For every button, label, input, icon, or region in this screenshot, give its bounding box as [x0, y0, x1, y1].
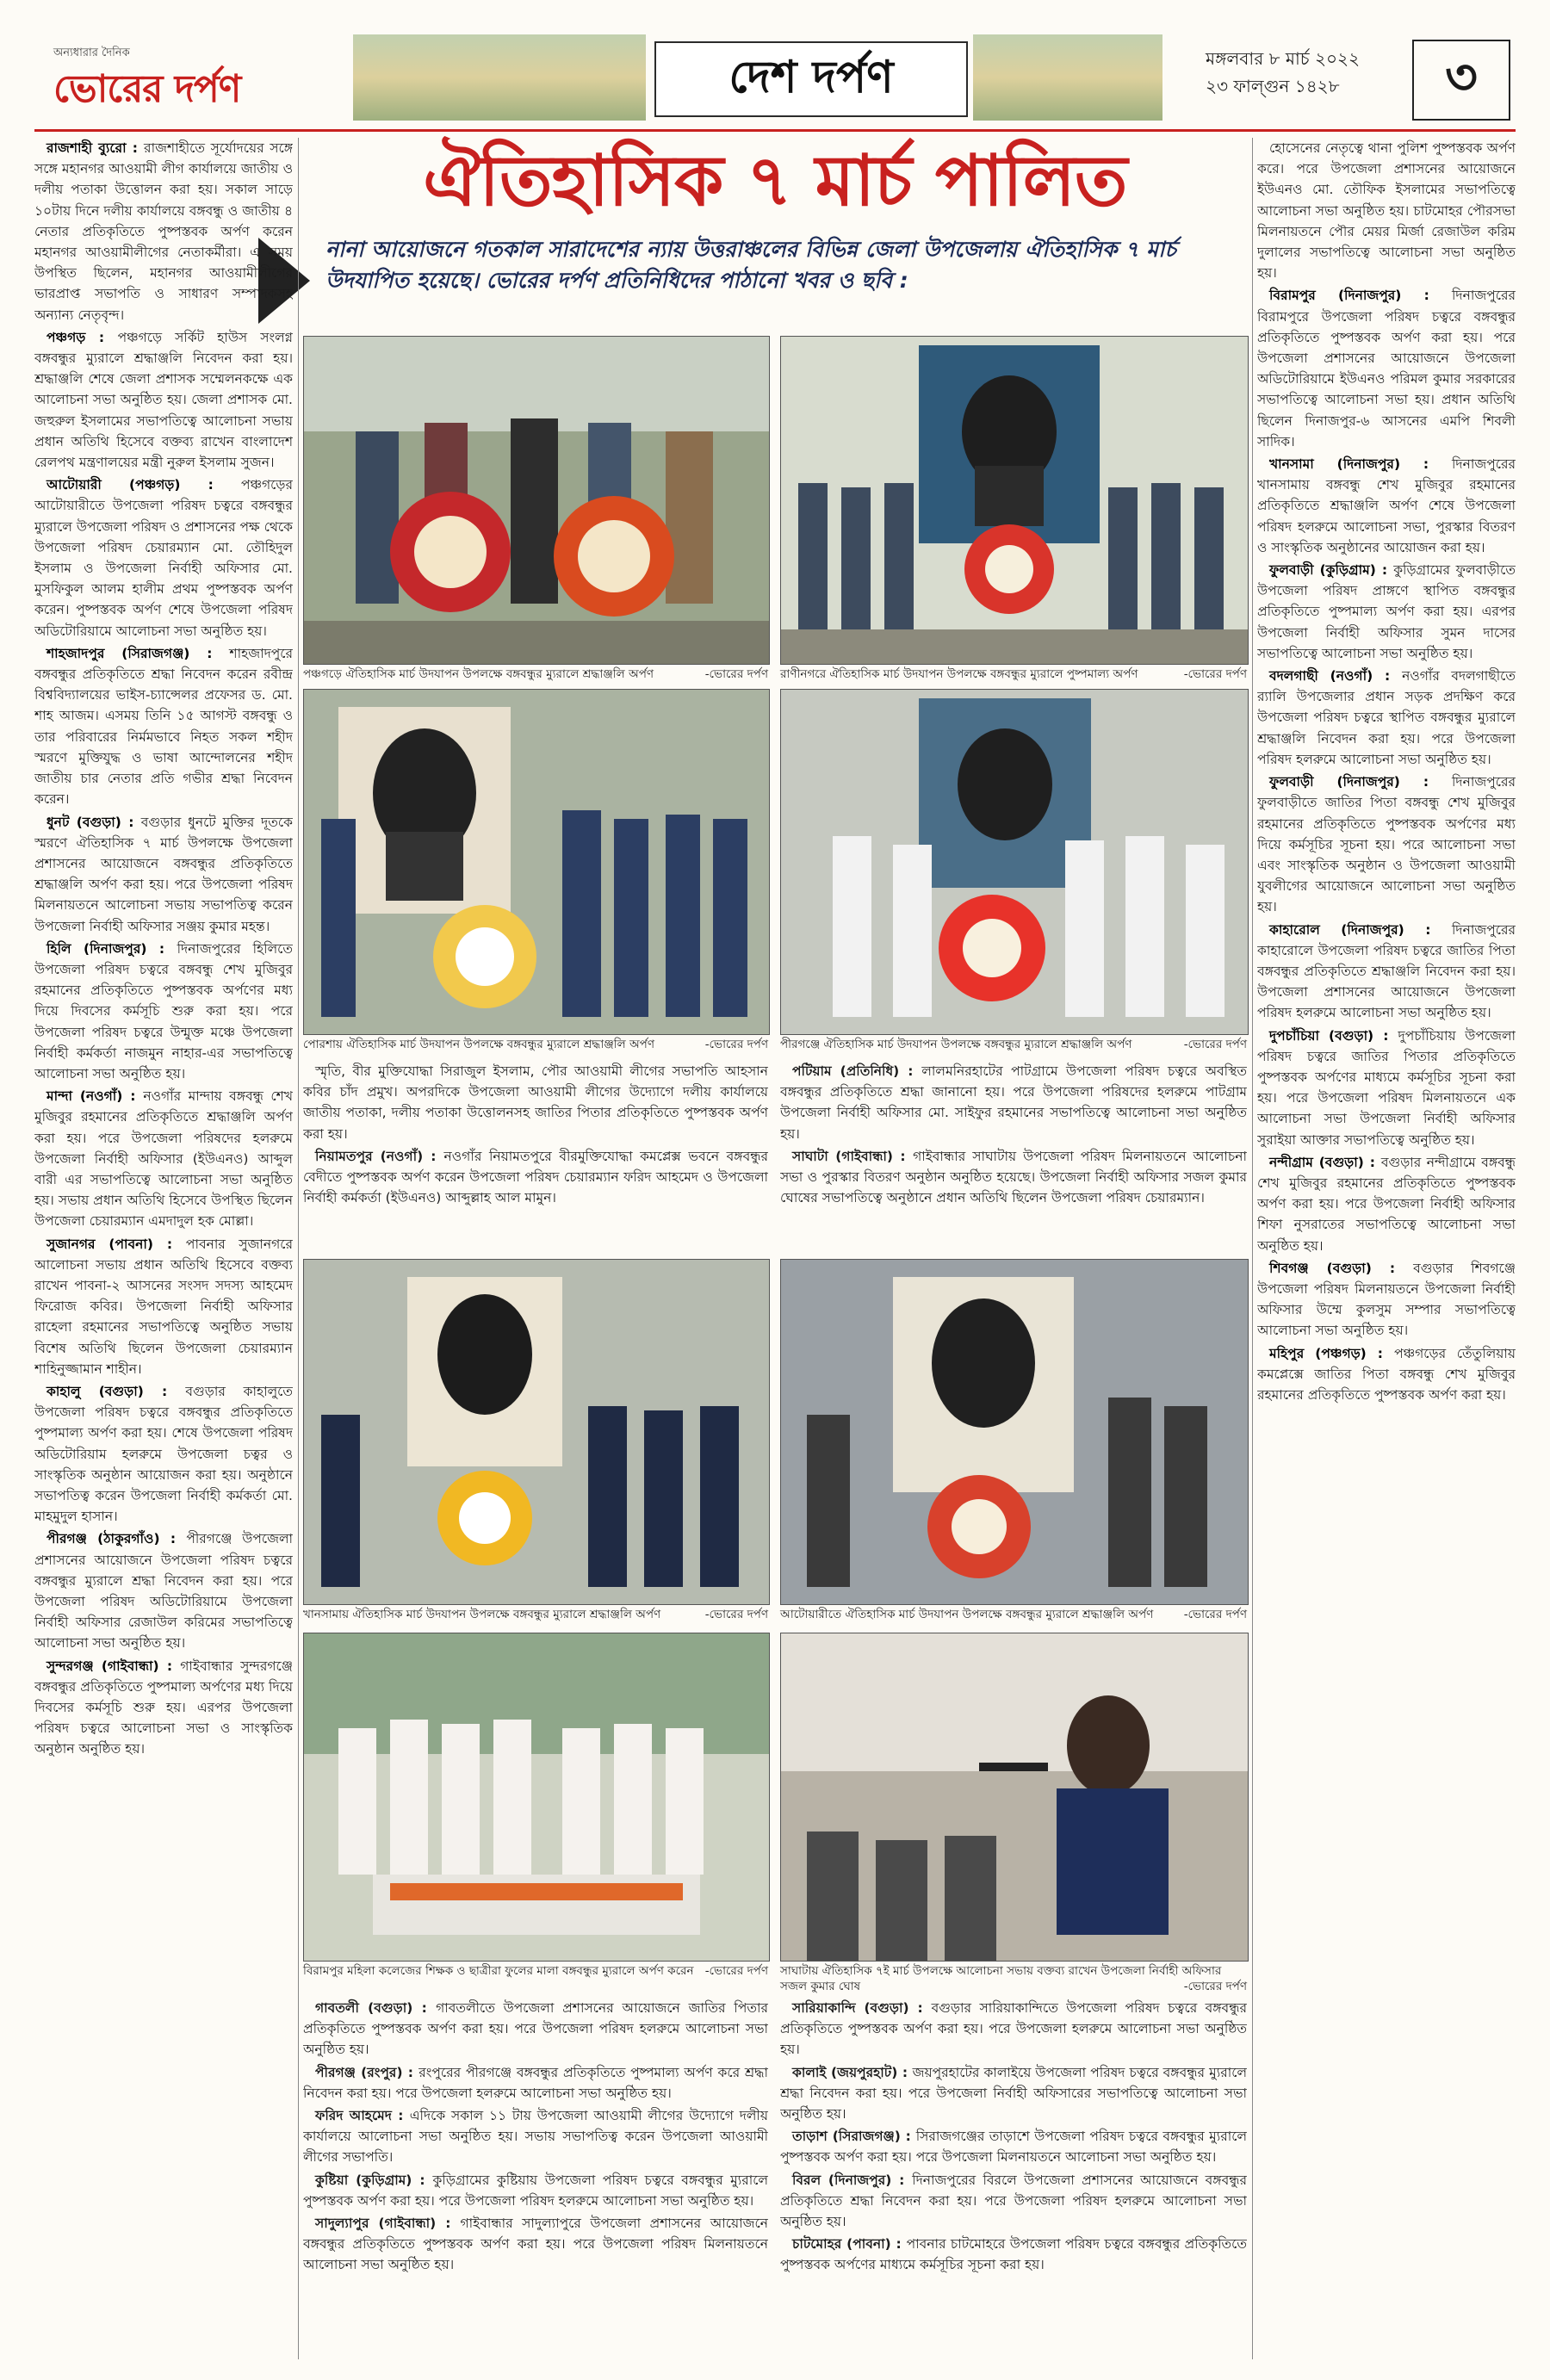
left-news-column	[34, 138, 293, 2359]
news-text: হোসেনের নেতৃত্বে থানা পুলিশ পুষ্পস্তবক অর্পণ করে। পরে উপজেলা প্রশাসনের আয়োজনে ইউএনও মো. তৌফিক ইসলামের সভাপতিত্বে আলোচনা সভা অনুষ্ঠিত হয়। চাটমোহর পৌরসভা মিলনায়তনে পৌর মেয়র মির্জা রেজাউল করিম দুলালের সভাপতিত্বে আলোচনা সভা অনুষ্ঠিত হয়।	[1257, 140, 1516, 282]
dateline-place: শাহজাদপুর (সিরাজগঞ্জ) :	[46, 645, 230, 661]
news-paragraph	[34, 1381, 293, 1527]
dateline-place: খানসামা (দিনাজপুর) :	[1269, 456, 1452, 473]
news-paragraph	[34, 138, 293, 325]
dateline-place: হিলি (দিনাজপুর) :	[46, 940, 177, 957]
news-paragraph	[34, 1234, 293, 1379]
news-paragraph	[1257, 1152, 1516, 1256]
news-text: পঞ্চগড়ে সর্কিট হাউস সংলগ্ন বঙ্গবন্ধুর ম্যুরালে শ্রদ্ধাঞ্জলি নিবেদন করা হয়। শ্রদ্ধাঞ্জলি শেষে জেলা প্রশাসক সম্মেলনকক্ষে এক আলোচনা সভা অনুষ্ঠিত হয়। জেলা প্রশাসক মো. জহুরুল ইসলামের সভাপতিত্বে আলোচনা সভায় প্রধান অতিথি হিসেবে বক্তব্য রাখেন বাংলাদেশ রেলপথ মন্ত্রণালয়ের মন্ত্রী নুরুল ইসলাম সুজন।	[34, 329, 293, 471]
newspaper-logo[interactable]	[34, 46, 319, 114]
dateline-place: সাঘাটা (গাইবান্ধা) :	[792, 1148, 914, 1164]
dateline-place: সাদুল্যাপুর (গাইবান্ধা) :	[315, 2216, 461, 2232]
news-text: নওগাঁর নিয়ামতপুরে বীরমুক্তিযোদ্ধা কমপ্লেক্স ভবনে বঙ্গবন্ধুর বেদীতে পুষ্পস্তবক অর্পণ করেন উপজেলা পরিষদ চেয়ারম্যান ফরিদ আহমেদ ও উপজেলা নির্বাহী কর্মকর্তা (ইউএনও) আব্দুল্লাহ আল মামুন।	[303, 1148, 768, 1206]
photo-caption: পঞ্চগড়ে ঐতিহাসিক মার্চ উদযাপন উপলক্ষে বঙ্গবন্ধুর ম্যুরালে শ্রদ্ধাঞ্জলি অর্পণ -ভোরের দর্পণ	[303, 667, 768, 681]
news-text: দিনাজপুরের বিরামপুরে উপজেলা পরিষদ চত্বরে বঙ্গবন্ধুর প্রতিকৃতিতে পুষ্পস্তবক অর্পণ করা হয়। পরে উপজেলা প্রশাসনের আয়োজনে উপজেলা অডিটোরিয়ামে ইউএনও পরিমল কুমার সরকারের সভাপতিত্বে আলোচনা সভা হয়। প্রধান অতিথি ছিলেন দিনাজপুর-৬ আসনের এমপি শিবলী সাদিক।	[1257, 288, 1516, 449]
dateline-place: চাটমোহর (পাবনা) :	[792, 2236, 907, 2253]
news-text: কুড়িগ্রামের ফুলবাড়ীতে উপজেলা পরিষদ প্রাঙ্গণে স্থাপিত বঙ্গবন্ধুর প্রতিকৃতিতে পুষ্পমাল্য অর্পণ করা হয়। এরপর উপজেলা নির্বাহী অফিসার সুমন দাসের সভাপতিত্বে আলোচনা সভা অনুষ্ঠিত হয়।	[1257, 562, 1516, 661]
news-paragraph	[34, 939, 293, 1084]
news-paragraph	[780, 2062, 1247, 2125]
dateline-place: আটোয়ারী (পঞ্চগড়) :	[46, 477, 241, 493]
photo-caption: পোরশায় ঐতিহাসিক মার্চ উদযাপন উপলক্ষে বঙ্গবন্ধুর ম্যুরালে শ্রদ্ধাঞ্জলি অর্পণ -ভোরের দর্পণ	[303, 1038, 768, 1051]
photo-atwari-wreath[interactable]	[780, 1259, 1249, 1605]
news-text: এদিকে সকাল ১১ টায় উপজেলা আওয়ামী লীগের উদ্যোগে দলীয় কার্যালয়ে আলোচনা সভা অনুষ্ঠিত হয়। সভায় সভাপতিত্ব করেন উপজেলা আওয়ামী লীগের সভাপতি।	[303, 2108, 768, 2166]
news-text: শাহজাদপুরে বঙ্গবন্ধুর প্রতিকৃতিতে শ্রদ্ধা নিবেদন করেন রবীন্দ্র বিশ্ববিদ্যালয়ের ভাইস-চ্যান্সেলর প্রফেসর ড. মো. শাহ আজম। এসময় তিনি ১৫ আগস্ট বঙ্গবন্ধু ও তার পরিবারের নির্মমভাবে নিহত সকল শহীদ স্মরণে মুক্তিযুদ্ধ ও ভাষা আন্দোলনের শহীদ জাতীয় চার নেতার প্রতি গভীর শ্রদ্ধা নিবেদন করেন।	[34, 645, 293, 808]
dateline-place: বিরল (দিনাজপুর) :	[792, 2172, 913, 2188]
photo-pirganj-wreath[interactable]	[780, 689, 1249, 1035]
bottom-news-block	[303, 1998, 768, 2359]
news-paragraph	[34, 1656, 293, 1760]
dateline-place: নন্দীগ্রাম (বগুড়া) :	[1269, 1154, 1381, 1170]
photo-caption: খানসামায় ঐতিহাসিক মার্চ উদযাপন উপলক্ষে বঙ্গবন্ধুর ম্যুরালে শ্রদ্ধাঞ্জলি অর্পণ -ভোরের দর্পণ	[303, 1608, 768, 1621]
news-paragraph	[780, 1061, 1247, 1144]
dateline-place: সারিয়াকান্দি (বগুড়া) :	[792, 2000, 932, 2016]
news-paragraph	[780, 1998, 1247, 2061]
news-text: বগুড়ার সারিয়াকান্দিতে উপজেলা পরিষদ চত্বরে বঙ্গবন্ধুর প্রতিকৃতিতে পুষ্পস্তবক অর্পণ করা হয়। পরে উপজেলা হলরুমে আলোচনা সভা অনুষ্ঠিত হয়।	[780, 2000, 1247, 2058]
dateline-place: তাড়াশ (সিরাজগঞ্জ) :	[792, 2129, 916, 2145]
intro-block	[258, 234, 1292, 329]
news-paragraph	[780, 1146, 1247, 1209]
news-paragraph	[1257, 1343, 1516, 1406]
headline-text: ঐতিহাসিক ৭ মার্চ পালিত	[423, 139, 1127, 222]
decorative-photo-strip	[973, 34, 1162, 121]
intro-text: নানা আয়োজনে গতকাল সারাদেশের ন্যায় উত্তরাঞ্চলের বিভিন্ন জেলা উপজেলায় ঐতিহাসিক ৭ মার্চ উদযাপিত হয়েছে। ভোরের দর্পণ প্রতিনিধিদের পাঠানো খবর ও ছবি :	[326, 237, 1176, 293]
photo-panchagarh-wreath[interactable]	[303, 336, 770, 665]
headline	[303, 138, 1247, 232]
photo-caption: বিরামপুর মহিলা কলেজের শিক্ষক ও ছাত্রীরা ফুলের মালা বঙ্গবন্ধুর ম্যুরালে অর্পণ করেন -ভোরের দর্পণ	[303, 1964, 768, 1978]
masthead	[34, 34, 1516, 132]
news-paragraph	[1257, 138, 1516, 283]
news-text: স্মৃতি, বীর মুক্তিযোদ্ধা সিরাজুল ইসলাম, পৌর আওয়ামী লীগের সভাপতি আহসান কবির চাঁদ প্রমুখ। অপরদিকে উপজেলা আওয়ামী লীগের উদ্যোগে দলীয় কার্যালয়ে জাতীয় পতাকা, দলীয় পতাকা উত্তোলনসহ জাতির পিতার প্রতিকৃতিতে পুষ্পস্তবক অর্পণ করা হয়।	[303, 1063, 768, 1142]
photo-caption: রাণীনগরে ঐতিহাসিক মার্চ উদযাপন উপলক্ষে বঙ্গবন্ধুর ম্যুরালে পুষ্পমাল্য অর্পণ -ভোরের দর্পণ	[780, 667, 1247, 681]
news-text: পীরগঞ্জে উপজেলা প্রশাসনের আয়োজনে উপজেলা পরিষদ চত্বরে বঙ্গবন্ধুর ম্যুরালে শ্রদ্ধা নিবেদন করা হয়। পরে উপজেলা পরিষদ অডিটোরিয়ামে উপজেলা নির্বাহী অফিসার রেজাউল করিমের সভাপতিত্বে আলোচনা সভা অনুষ্ঠিত হয়।	[34, 1531, 293, 1652]
section-title: দেশ দর্পণ	[728, 50, 894, 103]
dateline-place: ফরিদ আহমেদ :	[315, 2108, 410, 2124]
news-text: বগুড়ার নন্দীগ্রামে বঙ্গবন্ধু শেখ মুজিবুর রহমানের প্রতিকৃতিতে পুষ্পস্তবক অর্পণ করা হয়। পরে উপজেলা নির্বাহী অফিসার শিফা নুসরাতের সভাপতিত্বে আলোচনা সভা অনুষ্ঠিত হয়।	[1257, 1154, 1516, 1254]
dateline-place: সুন্দরগঞ্জ (গাইবান্ধা) :	[46, 1658, 181, 1674]
dateline-place: কাহালু (বগুড়া) :	[46, 1383, 186, 1399]
news-text: সিরাজগঞ্জের তাড়াশে উপজেলা পরিষদ চত্বরে বঙ্গবন্ধুর ম্যুরালে পুষ্পস্তবক অর্পণ করা হয়। পরে উপজেলা মিলনায়তনে আলোচনা সভা অনুষ্ঠিত হয়।	[780, 2129, 1247, 2166]
photo-caption: সাঘাটায় ঐতিহাসিক ৭ই মার্চ উপলক্ষে আলোচনা সভায় বক্তব্য রাখেন উপজেলা নির্বাহী অফিসার সজল কুমার ঘোষ -ভোরের দর্পণ	[780, 1964, 1247, 1993]
bottom-news-block	[780, 1998, 1247, 2359]
news-text: রংপুরের পীরগঞ্জে বঙ্গবন্ধুর প্রতিকৃতিতে পুষ্পমাল্য অর্পণ করে শ্রদ্ধা নিবেদন করা হয়। পরে উপজেলা হলরুমে আলোচনা সভা অনুষ্ঠিত হয়।	[303, 2064, 768, 2101]
dateline-place: কালাই (জয়পুরহাট) :	[792, 2064, 913, 2080]
news-text: বগুড়ার শিবগঞ্জে উপজেলা পরিষদ মিলনায়তনে উপজেলা নির্বাহী অফিসার উম্মে কুলসুম সম্পার সভাপতিত্বে আলোচনা সভা অনুষ্ঠিত হয়।	[1257, 1260, 1516, 1339]
photo-caption: আটোয়ারীতে ঐতিহাসিক মার্চ উদযাপন উপলক্ষে বঙ্গবন্ধুর ম্যুরালে শ্রদ্ধাঞ্জলি অর্পণ -ভোরের দর্পণ	[780, 1608, 1247, 1621]
news-text: গাবতলীতে উপজেলা প্রশাসনের আয়োজনে জাতির পিতার প্রতিকৃতিতে পুষ্পস্তবক অর্পণ করা হয়। পরে উপজেলা পরিষদ হলরুমে আলোচনা সভা অনুষ্ঠিত হয়।	[303, 2000, 768, 2058]
news-text: পঞ্চগড়ের আটোয়ারীতে উপজেলা পরিষদ চত্বরে বঙ্গবন্ধুর ম্যুরালে উপজেলা পরিষদ ও প্রশাসনের পক্ষ থেকে উপজেলা পরিষদ চেয়ারম্যান মো. তৌহিদুল ইসলাম ও উপজেলা নির্বাহী অফিসার মো. মুসফিকুল আলম হালীম প্রথম পুষ্পস্তবক অর্পণ করেন। পুষ্পস্তবক অর্পণ শেষে উপজেলা পরিষদ অডিটোরিয়ামে আলোচনা সভা অনুষ্ঠিত হয়।	[34, 477, 293, 639]
dateline-place: পীরগঞ্জ (রংপুর) :	[315, 2064, 419, 2080]
news-paragraph	[780, 2234, 1247, 2275]
news-text: বগুড়ার কাহালুতে উপজেলা পরিষদ চত্বরে বঙ্গবন্ধুর প্রতিকৃতিতে পুষ্পমাল্য অর্পণ করা হয়। শেষে উপজেলা পরিষদ অডিটোরিয়াম হলরুমে উপজেলা চত্বর ও সাংস্কৃতিক অনুষ্ঠান আয়োজন করা হয়। অনুষ্ঠানে সভাপতিত্ব করেন উপজেলা নির্বাহী কর্মকর্তা মো. মাহমুদুল হাসান।	[34, 1383, 293, 1525]
dateline-place: শিবগঞ্জ (বগুড়া) :	[1269, 1260, 1414, 1276]
photo-khansama-wreath[interactable]	[303, 1259, 770, 1605]
news-text: নওগাঁর বদলগাছীতে র‍্যালি উপজেলার প্রধান সড়ক প্রদক্ষিণ করে উপজেলা পরিষদ চত্বরে স্থাপিত বঙ্গবন্ধুর ম্যুরালে শ্রদ্ধাঞ্জলি নিবেদন করা হয়। পরে উপজেলা পরিষদ হলরুমে আলোচনা সভা অনুষ্ঠিত হয়।	[1257, 668, 1516, 767]
news-paragraph	[34, 327, 293, 473]
dateline-place: রাজশাহী ব্যুরো :	[46, 140, 145, 156]
middle-news-block	[303, 1061, 768, 1255]
news-text: নওগাঁর মান্দায় বঙ্গবন্ধু শেখ মুজিবুর রহমানের প্রতিকৃতিতে শ্রদ্ধাঞ্জলি অর্পণ করা হয়। পরে উপজেলা পরিষদের হলরুমে উপজেলা নির্বাহী অফিসার (ইউএনও) আব্দুল বারী এর সভাপতিত্বে আলোচনা সভা অনুষ্ঠিত হয়। সভায় প্রধান অতিথি হিসেবে উপস্থিত ছিলেন উপজেলা চেয়ারম্যান এমদাদুল হক মোল্লা।	[34, 1088, 293, 1230]
news-text: কুড়িগ্রামের কুষ্টিয়ায় উপজেলা পরিষদ চত্বরে বঙ্গবন্ধুর ম্যুরালে পুষ্পস্তবক অর্পণ করা হয়। পরে উপজেলা পরিষদ হলরুমে আলোচনা সভা অনুষ্ঠিত হয়।	[303, 2172, 768, 2209]
column-divider	[298, 138, 299, 2359]
news-paragraph	[34, 812, 293, 937]
photo-porsha-wreath[interactable]	[303, 689, 770, 1035]
news-paragraph	[303, 1998, 768, 2061]
dateline-place: মহিপুর (পঞ্চগড়) :	[1269, 1345, 1395, 1361]
news-paragraph	[1257, 1258, 1516, 1342]
news-paragraph	[303, 2213, 768, 2276]
news-text: দিনাজপুরের খানসামায় বঙ্গবন্ধু শেখ মুজিবুর রহমানের প্রতিকৃতিতে শ্রদ্ধাঞ্জলি অর্পণ শেষে উপজেলা পরিষদ হলরুমে আলোচনা সভা, পুরস্কার বিতরণ ও সাংস্কৃতিক অনুষ্ঠানের আয়োজন করা হয়।	[1257, 456, 1516, 555]
brand-tagline: অন্যধারার দৈনিক	[53, 46, 130, 59]
dateline-place: দুপচাঁচিয়া (বগুড়া) :	[1269, 1027, 1398, 1044]
news-paragraph	[780, 2170, 1247, 2233]
news-text: দিনাজপুরের কাহারোলে উপজেলা পরিষদ চত্বরে জাতির পিতা বঙ্গবন্ধুর প্রতিকৃতিতে শ্রদ্ধাঞ্জলি নিবেদন করা হয়। উপজেলা প্রশাসনের আয়োজনে উপজেলা পরিষদ হলরুমে আলোচনা সভা অনুষ্ঠিত হয়।	[1257, 921, 1516, 1021]
news-paragraph	[303, 2105, 768, 2168]
dateline-place: বিরামপুর (দিনাজপুর) :	[1269, 288, 1452, 304]
dateline-place: ফুলবাড়ী (কুড়িগ্রাম) :	[1269, 562, 1394, 579]
page-number: ৩	[1412, 40, 1510, 121]
news-text: জয়পুরহাটের কালাইয়ে উপজেলা পরিষদ চত্বরে বঙ্গবন্ধুর ম্যুরালে শ্রদ্ধা নিবেদন করা হয়। পরে উপজেলা নির্বাহী অফিসারের সভাপতিত্বে আলোচনা সভা অনুষ্ঠিত হয়।	[780, 2064, 1247, 2123]
news-text: পাবনার সুজানগরে আলোচনা সভায় প্রধান অতিথি হিসেবে বক্তব্য রাখেন পাবনা-২ আসনের সংসদ সদস্য আহমেদ ফিরোজ কবির। উপজেলা নির্বাহী অফিসার রাহেলা রহমানের সভাপতিত্বে অনুষ্ঠিত সভায় বিশেষ অতিথি ছিলেন উপজেলা চেয়ারম্যান শাহিনুজ্জামান শাহীন।	[34, 1236, 293, 1377]
news-paragraph	[1257, 1026, 1516, 1150]
photo-saghata-speech[interactable]	[780, 1633, 1249, 1962]
dateline-place: কাহারোল (দিনাজপুর) :	[1269, 921, 1452, 938]
news-text: দিনাজপুরের ফুলবাড়ীতে জাতির পিতা বঙ্গবন্ধু শেখ মুজিবুর রহমানের প্রতিকৃতিতে পুষ্পস্তবক অর্পণের মধ্য দিয়ে কর্মসূচির সূচনা হয়। পরে আলোচনা সভা এবং সাংস্কৃতিক অনুষ্ঠান ও উপজেলা আওয়ামী যুবলীগের আয়োজনে আলোচনা সভা অনুষ্ঠিত হয়।	[1257, 774, 1516, 915]
column-divider	[1252, 138, 1253, 2359]
news-text: গাইবান্ধার সুন্দরগঞ্জে বঙ্গবন্ধুর প্রতিকৃতিতে পুষ্পমাল্য অর্পণের মধ্য দিয়ে দিবসের কর্মসূচি শুরু হয়। এরপর উপজেলা পরিষদ চত্বরে আলোচনা সভা ও সাংস্কৃতিক অনুষ্ঠান অনুষ্ঠিত হয়।	[34, 1658, 293, 1757]
news-text: লালমনিরহাটের পাটগ্রামে উপজেলা পরিষদ চত্বরে অবস্থিত বঙ্গবন্ধুর প্রতিকৃতিতে শ্রদ্ধা জানানো হয়। পরে উপজেলা পরিষদের হলরুমে পাটগ্রাম উপজেলা নির্বাহী অফিসার মো. সাইফুর রহমানের সভাপতিত্বে আলোচনা সভা অনুষ্ঠিত হয়।	[780, 1063, 1247, 1142]
news-paragraph	[1257, 772, 1516, 917]
photo-raninagar-wreath[interactable]	[780, 336, 1249, 665]
photo-birampur-college[interactable]	[303, 1633, 770, 1962]
dateline-place: মান্দা (নওগাঁ) :	[46, 1088, 144, 1105]
news-paragraph	[303, 2170, 768, 2211]
dateline-place: ধুনট (বগুড়া) :	[46, 814, 141, 830]
news-text: পাবনার চাটমোহরে উপজেলা পরিষদ চত্বরে বঙ্গবন্ধুর প্রতিকৃতিতে পুষ্পস্তবক অর্পণের মাধ্যমে কর্মসূচির সূচনা করা হয়।	[780, 2236, 1247, 2273]
news-paragraph	[34, 474, 293, 641]
news-paragraph	[1257, 454, 1516, 558]
news-paragraph	[1257, 560, 1516, 664]
dateline-place: বদলগাছী (নওগাঁ) :	[1269, 668, 1403, 685]
dateline-place: গাবতলী (বগুড়া) :	[315, 2000, 437, 2016]
news-paragraph	[1257, 920, 1516, 1024]
dateline	[1206, 45, 1395, 100]
date-gregorian: মঙ্গলবার ৮ মার্চ ২০২২	[1206, 48, 1360, 69]
dateline-place: ফুলবাড়ী (দিনাজপুর) :	[1269, 774, 1452, 790]
news-text: রাজশাহীতে সূর্যোদয়ের সঙ্গে সঙ্গে মহানগর আওয়ামী লীগ কার্যালয়ে জাতীয় ও দলীয় পতাকা উত্তোলন করা হয়। সকাল সাড়ে ১০টায় দিনে দলীয় কার্যালয়ে বঙ্গবন্ধু ও জাতীয় ৪ নেতার প্রতিকৃতিতে পুষ্পস্তবক অর্পণ করেন মহানগর আওয়ামীলীগের নেতাকর্মীরা। এ সময় উপস্থিত ছিলেন, মহানগর আওয়ামীলীগের ভারপ্রাপ্ত সভাপতি ও সাধারণ সম্পাদকসহ অন্যান্য নেতৃবৃন্দ।	[34, 140, 293, 323]
news-text: দিনাজপুরের হিলিতে উপজেলা পরিষদ চত্বরে বঙ্গবন্ধু শেখ মুজিবুর রহমানের প্রতিকৃতিতে পুষ্পস্তবক অর্পণের মধ্য দিয়ে দিবসের কর্মসূচি শুরু করা হয়। পরে উপজেলা পরিষদ চত্বরে উন্মুক্ত মঞ্চে উপজেলা নির্বাহী কর্মকর্তা নাজমুন নাহার-এর সভাপতিত্বে আলোচনা সভা অনুষ্ঠিত হয়।	[34, 940, 293, 1082]
section-title-box	[654, 41, 968, 117]
decorative-photo-strip	[353, 34, 646, 121]
news-paragraph	[303, 1061, 768, 1144]
news-paragraph	[34, 1528, 293, 1653]
news-paragraph	[303, 1146, 768, 1209]
middle-news-block	[780, 1061, 1247, 1255]
news-text: গাইবান্ধার সাদুল্যাপুরে উপজেলা প্রশাসনের আয়োজনে বঙ্গবন্ধুর প্রতিকৃতিতে পুষ্পস্তবক অর্পণ করা হয়। পরে উপজেলা পরিষদ মিলনায়তনে আলোচনা সভা অনুষ্ঠিত হয়।	[303, 2216, 768, 2273]
news-text: গাইবান্ধার সাঘাটায় উপজেলা পরিষদ মিলনায়তনে আলোচনা সভা ও পুরস্কার বিতরণ অনুষ্ঠান অনুষ্ঠিত হয়েছে। উপজেলা নির্বাহী অফিসার সজল কুমার ঘোষের সভাপতিত্বে অনুষ্ঠানে প্রধান অতিথি ছিলেন উপজেলা পরিষদ চেয়ারম্যান।	[780, 1148, 1247, 1206]
dateline-place: নিয়ামতপুর (নওগাঁ) :	[315, 1148, 444, 1164]
news-paragraph	[34, 643, 293, 810]
date-bangla: ২৩ ফাল্গুন ১৪২৮	[1206, 76, 1340, 96]
news-text: দুপচাঁচিয়ায় উপজেলা পরিষদ চত্বরে জাতির পিতার প্রতিকৃতিতে পুষ্পস্তবক অর্পণের মাধ্যমে কর্মসূচির সূচনা করা হয়। পরে উপজেলা পরিষদ মিলনায়তনে এক আলোচনা সভা উপজেলা নির্বাহী অফিসার সুরাইয়া আক্তার সভাপতিত্বে অনুষ্ঠিত হয়।	[1257, 1027, 1516, 1148]
dateline-place: পঞ্চগড় :	[46, 329, 118, 345]
photo-caption: পীরগঞ্জে ঐতিহাসিক মার্চ উদযাপন উপলক্ষে বঙ্গবন্ধুর ম্যুরালে শ্রদ্ধাঞ্জলি অর্পণ -ভোরের দর্পণ	[780, 1038, 1247, 1051]
news-paragraph	[780, 2126, 1247, 2167]
right-news-column	[1257, 138, 1516, 2359]
dateline-place: পটিয়াম (প্রতিনিধি) :	[792, 1063, 922, 1079]
news-paragraph	[1257, 285, 1516, 452]
dateline-place: কুষ্টিয়া (কুড়িগ্রাম) :	[315, 2172, 433, 2188]
brand-name: ভোরের দর্পণ	[53, 67, 241, 111]
news-text: পঞ্চগড়ের তেঁতুলিয়ায় কমপ্লেক্সে জাতির পিতা বঙ্গবন্ধু শেখ মুজিবুর রহমানের প্রতিকৃতিতে পুষ্পস্তবক অর্পণ করা হয়।	[1257, 1345, 1516, 1403]
news-paragraph	[303, 2062, 768, 2104]
dateline-place: পীরগঞ্জ (ঠাকুরগাঁও) :	[46, 1531, 187, 1547]
news-text: দিনাজপুরের বিরলে উপজেলা প্রশাসনের আয়োজনে বঙ্গবন্ধুর প্রতিকৃতিতে শ্রদ্ধা নিবেদন করা হয়। পরে উপজেলা পরিষদ হলরুমে আলোচনা সভা অনুষ্ঠিত হয়।	[780, 2172, 1247, 2230]
news-text: বগুড়ার ধুনটে মুক্তির দূতকে স্মরণে ঐতিহাসিক ৭ মার্চ উপলক্ষে উপজেলা প্রশাসনের আয়োজনে বঙ্গবন্ধুর প্রতিকৃতিতে শ্রদ্ধাঞ্জলি অর্পণ করা হয়। পরে উপজেলা পরিষদ মিলনায়তনে আলোচনা সভায় সভাপতিত্ব করেন উপজেলা নির্বাহী অফিসার সঞ্জয় কুমার মহন্ত।	[34, 814, 293, 934]
news-paragraph	[34, 1086, 293, 1231]
dateline-place: সুজানগর (পাবনা) :	[46, 1236, 186, 1252]
news-paragraph	[1257, 666, 1516, 770]
